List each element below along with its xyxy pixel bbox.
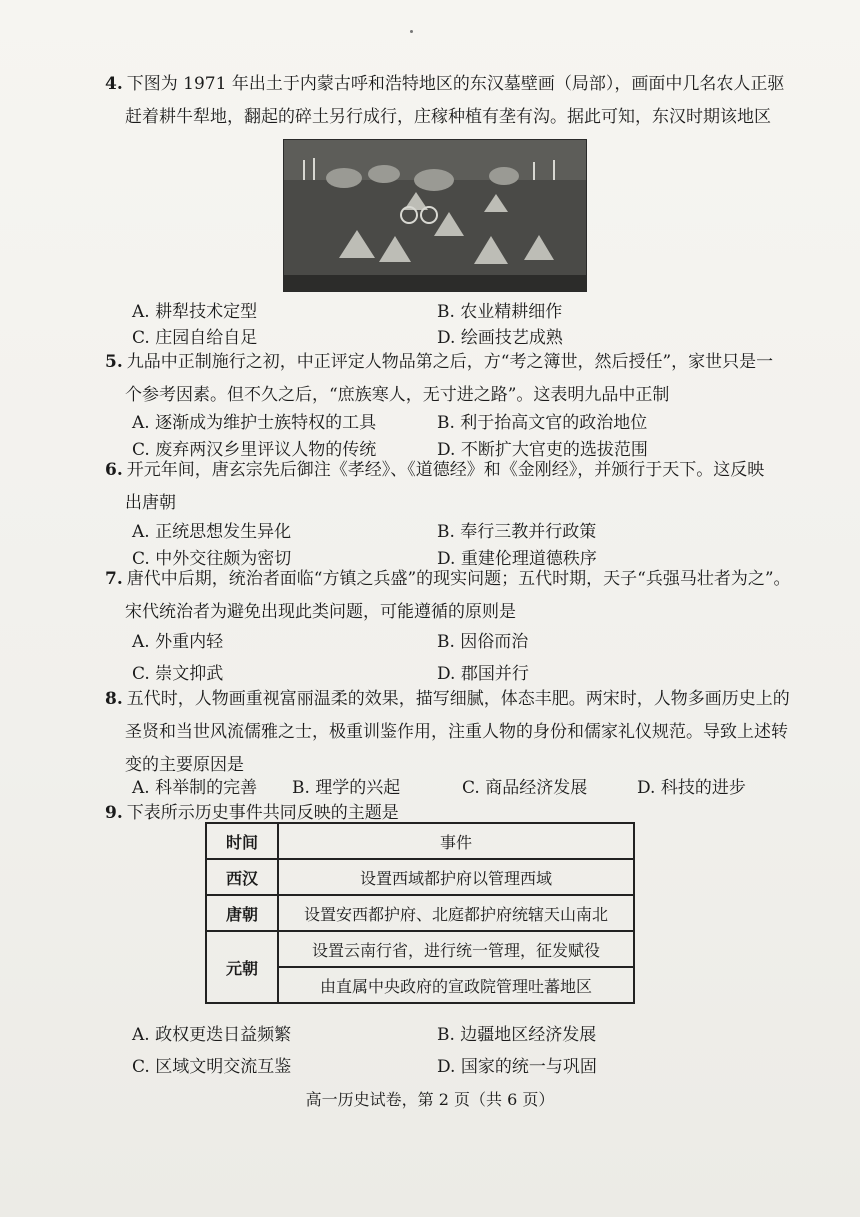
question-text: 个参考因素。但不久之后，“庶族寒人，无寸进之路”。这表明九品中正制 [125,385,670,405]
question-text: 九品中正制施行之初，中正评定人物品第之后，方“考之簿世，然后授任”，家世只是一 [126,352,774,372]
question-8 [105,683,795,782]
table-row [206,895,634,931]
option-b[interactable]: B. 理学的兴起 [292,778,401,798]
table-cell-event: 由直属中央政府的宣政院管理吐蕃地区 [278,967,634,1003]
question-6 [105,454,795,520]
option-a[interactable]: A. 科举制的完善 [132,778,258,798]
option-d[interactable]: D. 不断扩大官吏的选拔范围 [437,440,648,460]
table-cell-event: 设置安西都护府、北庭都护府统辖天山南北 [278,895,634,931]
question-text: 下图为 1971 年出土于内蒙古呼和浩特地区的东汉墓壁画（局部），画面中几名农人正驱 [126,74,785,94]
question-number: 8. [105,689,123,709]
option-c[interactable]: C. 区域文明交流互鉴 [132,1057,292,1077]
table-cell-period: 元朝 [206,931,278,1003]
table-cell-period: 西汉 [206,859,278,895]
scan-speck [410,30,413,33]
option-b[interactable]: B. 边疆地区经济发展 [437,1025,597,1045]
question-text: 唐代中后期，统治者面临“方镇之兵盛”的现实问题；五代时期，天子“兵强马壮者为之”。 [126,569,791,589]
page-footer: 高一历史试卷，第 2 页（共 6 页） [305,1090,555,1109]
table-header-row [206,823,634,859]
question-text: 下表所示历史事件共同反映的主题是 [126,803,399,823]
question-text: 出唐朝 [125,493,176,513]
option-c[interactable]: C. 废弃两汉乡里评议人物的传统 [132,440,377,460]
history-events-table [205,822,635,1004]
tomb-mural-image [283,139,587,292]
question-text: 变的主要原因是 [125,755,244,775]
question-number: 9. [105,803,123,823]
option-c[interactable]: C. 庄园自给自足 [132,328,258,348]
option-d[interactable]: D. 科技的进步 [637,778,746,798]
question-4 [105,68,795,134]
table-cell-event: 设置西域都护府以管理西域 [278,859,634,895]
question-number: 4. [105,74,123,94]
question-text: 圣贤和当世风流儒雅之士，极重训鉴作用，注重人物的身份和儒家礼仪规范。导致上述转 [125,722,788,742]
question-5 [105,346,795,412]
question-7 [105,563,795,629]
question-number: 6. [105,460,123,480]
option-c[interactable]: C. 崇文抑武 [132,664,224,684]
table-row [206,931,634,967]
option-d[interactable]: D. 郡国并行 [437,664,529,684]
option-b[interactable]: B. 奉行三教并行政策 [437,522,597,542]
option-b[interactable]: B. 因俗而治 [437,632,529,652]
question-text: 五代时，人物画重视富丽温柔的效果，描写细腻，体态丰肥。两宋时，人物多画历史上的 [126,689,790,709]
option-a[interactable]: A. 逐渐成为维护士族特权的工具 [132,413,377,433]
table-row [206,859,634,895]
question-number: 5. [105,352,123,372]
question-text: 宋代统治者为避免出现此类问题，可能遵循的原则是 [125,602,516,622]
option-d[interactable]: D. 重建伦理道德秩序 [437,549,597,569]
question-number: 7. [105,569,123,589]
option-c[interactable]: C. 商品经济发展 [462,778,588,798]
table-header-cell: 时间 [206,823,278,859]
table-cell-period: 唐朝 [206,895,278,931]
option-b[interactable]: B. 农业精耕细作 [437,302,563,322]
option-d[interactable]: D. 绘画技艺成熟 [437,328,563,348]
table-header-cell: 事件 [278,823,634,859]
table-cell-event: 设置云南行省，进行统一管理，征发赋役 [278,931,634,967]
option-a[interactable]: A. 耕犁技术定型 [132,302,258,322]
question-text: 开元年间，唐玄宗先后御注《孝经》、《道德经》和《金刚经》，并颁行于天下。这反映 [126,460,765,480]
option-d[interactable]: D. 国家的统一与巩固 [437,1057,597,1077]
option-b[interactable]: B. 利于抬高文官的政治地位 [437,413,648,433]
option-a[interactable]: A. 政权更迭日益频繁 [132,1025,292,1045]
option-a[interactable]: A. 外重内轻 [132,632,224,652]
question-text: 赶着耕牛犁地，翻起的碎土另行成行，庄稼种植有垄有沟。据此可知，东汉时期该地区 [125,107,771,127]
option-a[interactable]: A. 正统思想发生异化 [132,522,292,542]
option-c[interactable]: C. 中外交往颇为密切 [132,549,292,569]
